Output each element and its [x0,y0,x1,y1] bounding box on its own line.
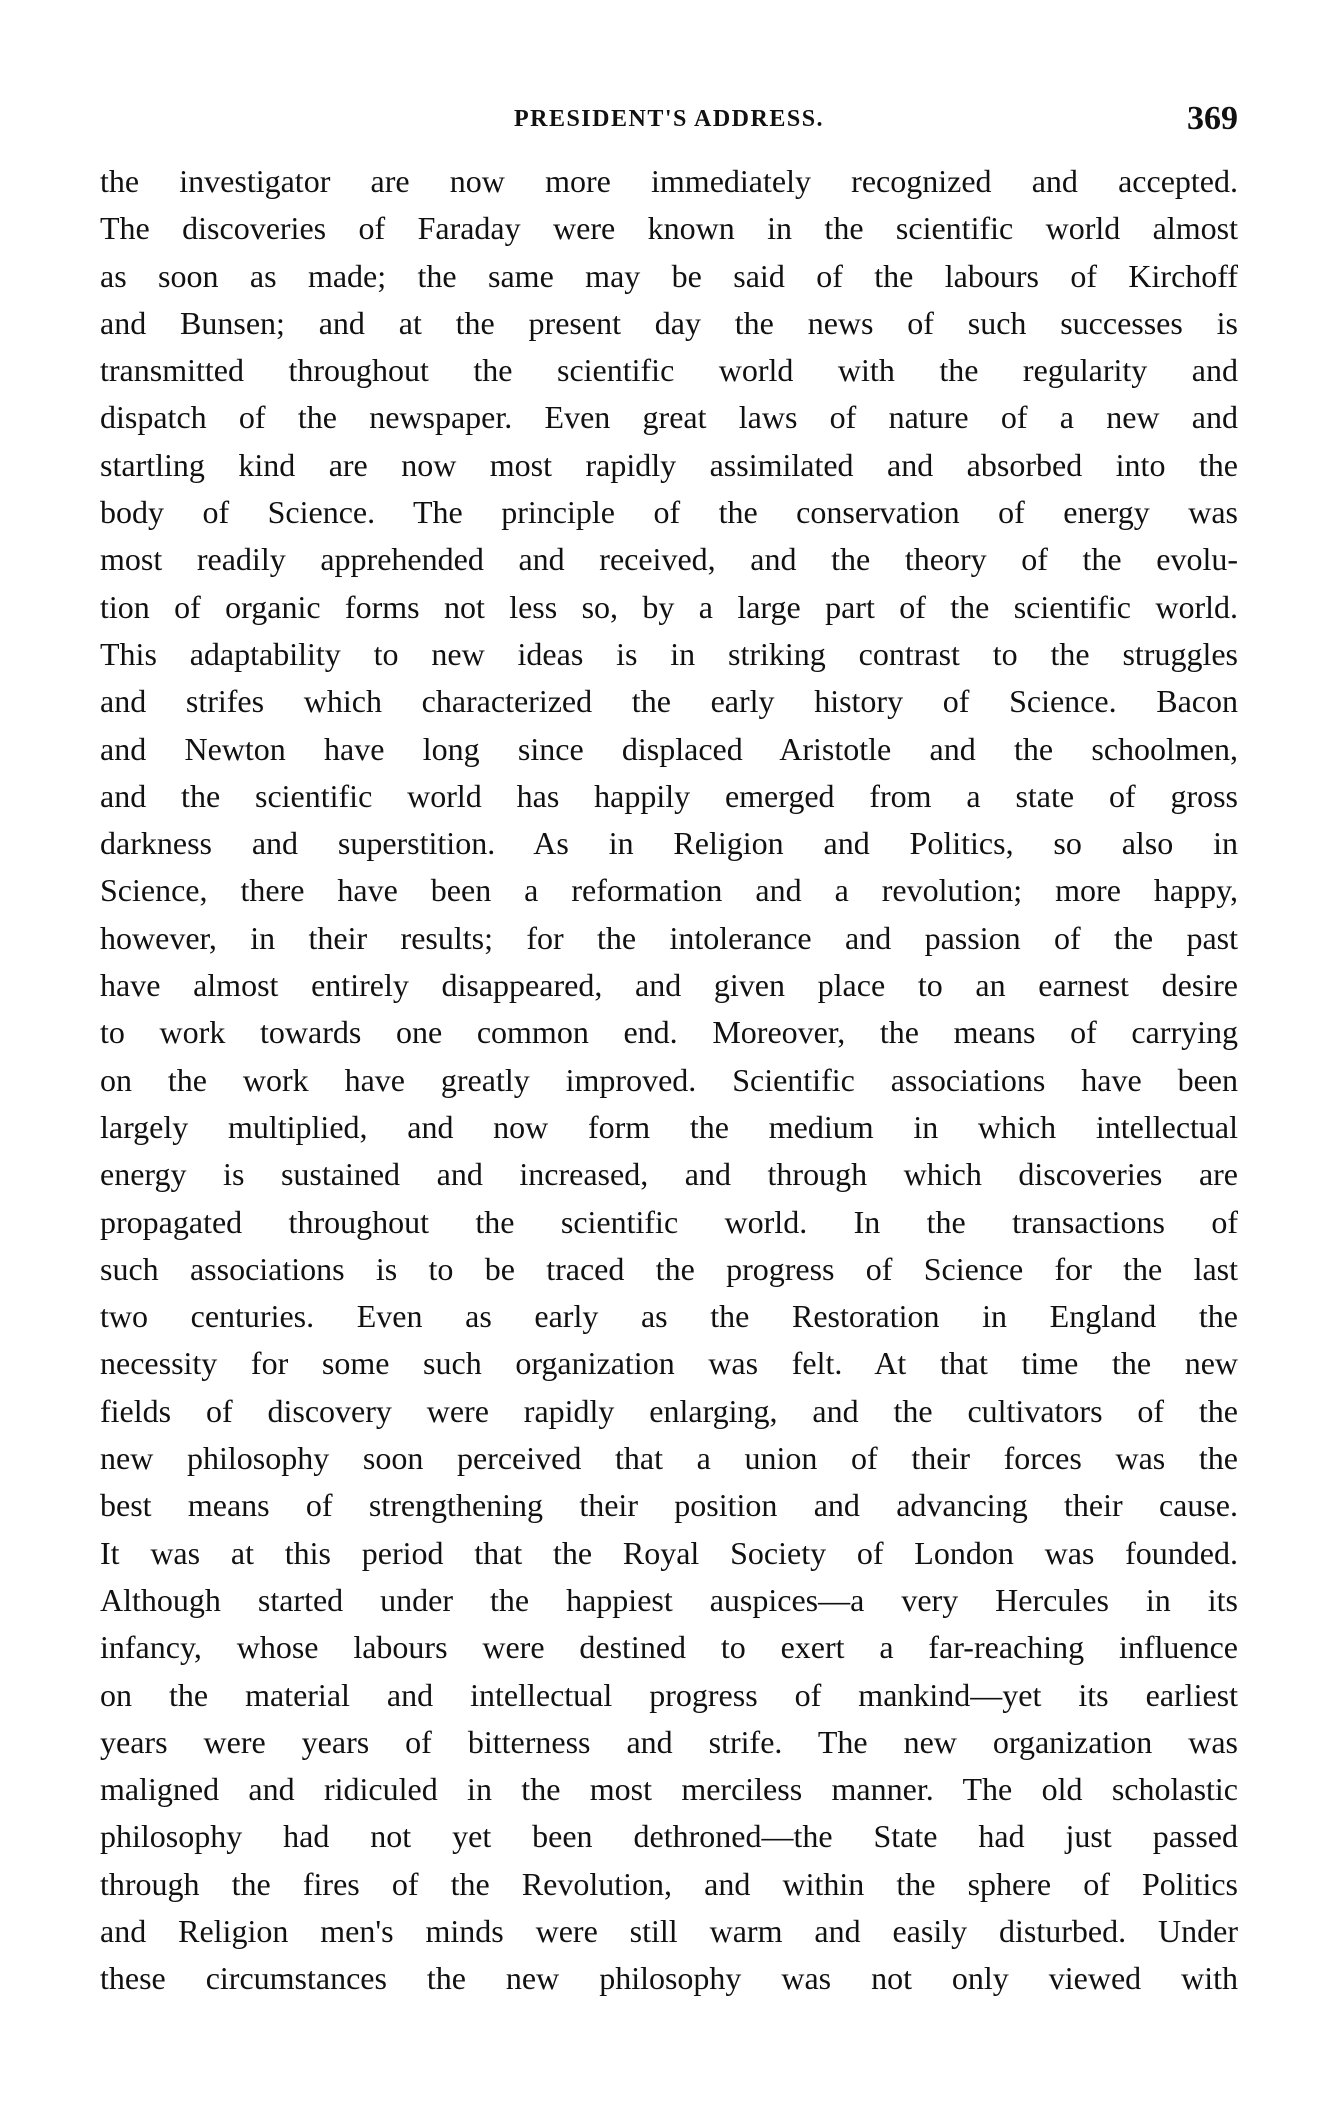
body-text [100,158,1238,2003]
running-head [100,100,1238,148]
text-line: Although started under the happiest auspices—a very Hercules in its [100,1581,1238,1618]
text-line: fields of discovery were rapidly enlarging, and the cultivators of the [100,1392,1238,1429]
page-number: 369 [1187,100,1238,137]
text-line: startling kind are now most rapidly assimilated and absorbed into the [100,446,1238,483]
text-line: years were years of bitterness and strife. The new organization was [100,1723,1238,1760]
text-line: the investigator are now more immediately recognized and accepted. [100,163,1238,199]
text-line: infancy, whose labours were destined to exert a far-reaching influence [100,1629,1238,1666]
text-line: tion of organic forms not less so, by a large part of the scientific world. [100,588,1238,625]
text-line: dispatch of the newspaper. Even great laws of nature of a new and [100,399,1238,436]
text-line: and the scientific world has happily emerged from a state of gross [100,777,1238,814]
text-line: largely multiplied, and now form the medium in which intellectual [100,1108,1238,1145]
running-title: PRESIDENT'S ADDRESS. [513,106,825,132]
text-line: and Bunsen; and at the present day the news of such successes is [100,304,1238,341]
text-line: have almost entirely disappeared, and given place to an earnest desire [100,967,1238,1004]
text-line: and Newton have long since displaced Aristotle and the schoolmen, [100,730,1238,767]
text-line: maligned and ridiculed in the most merciless manner. The old scholastic [100,1771,1238,1808]
text-line: to work towards one common end. Moreover, the means of carrying [100,1014,1238,1051]
text-line: and strifes which characterized the early history of Science. Bacon [100,683,1238,720]
text-line: body of Science. The principle of the conservation of energy was [100,494,1238,531]
text-line: on the material and intellectual progress of mankind—yet its earliest [100,1676,1238,1713]
text-line: on the work have greatly improved. Scientific associations have been [100,1061,1238,1098]
text-line: such associations is to be traced the progress of Science for the last [100,1250,1238,1287]
text-line: and Religion men's minds were still warm and easily disturbed. Under [100,1912,1238,1949]
text-line: new philosophy soon perceived that a union of their forces was the [100,1440,1238,1477]
text-line: through the fires of the Revolution, and within the sphere of Politics [100,1865,1238,1902]
text-line: energy is sustained and increased, and through which discoveries are [100,1156,1238,1193]
text-line: propagated throughout the scientific world. In the transactions of [100,1203,1238,1240]
text-line: transmitted throughout the scientific world with the regularity and [100,352,1238,389]
text-line: best means of strengthening their position and advancing their cause. [100,1487,1238,1524]
text-line: however, in their results; for the intolerance and passion of the past [100,919,1238,956]
text-line: philosophy had not yet been dethroned—the State had just passed [100,1818,1238,1855]
text-line: most readily apprehended and received, and the theory of the evolu- [100,541,1238,578]
text-line: It was at this period that the Royal Society of London was founded. [100,1534,1238,1571]
text-line: these circumstances the new philosophy was not only viewed with [100,1960,1238,1997]
text-line: two centuries. Even as early as the Restoration in England the [100,1298,1238,1335]
text-line: The discoveries of Faraday were known in the scientific world almost [100,210,1238,247]
text-line: necessity for some such organization was felt. At that time the new [100,1345,1238,1382]
text-line: as soon as made; the same may be said of the labours of Kirchoff [100,257,1238,294]
text-line: darkness and superstition. As in Religion and Politics, so also in [100,825,1238,862]
text-line: Science, there have been a reformation and a revolution; more happy, [100,872,1238,909]
text-line: This adaptability to new ideas is in striking contrast to the struggles [100,635,1238,672]
